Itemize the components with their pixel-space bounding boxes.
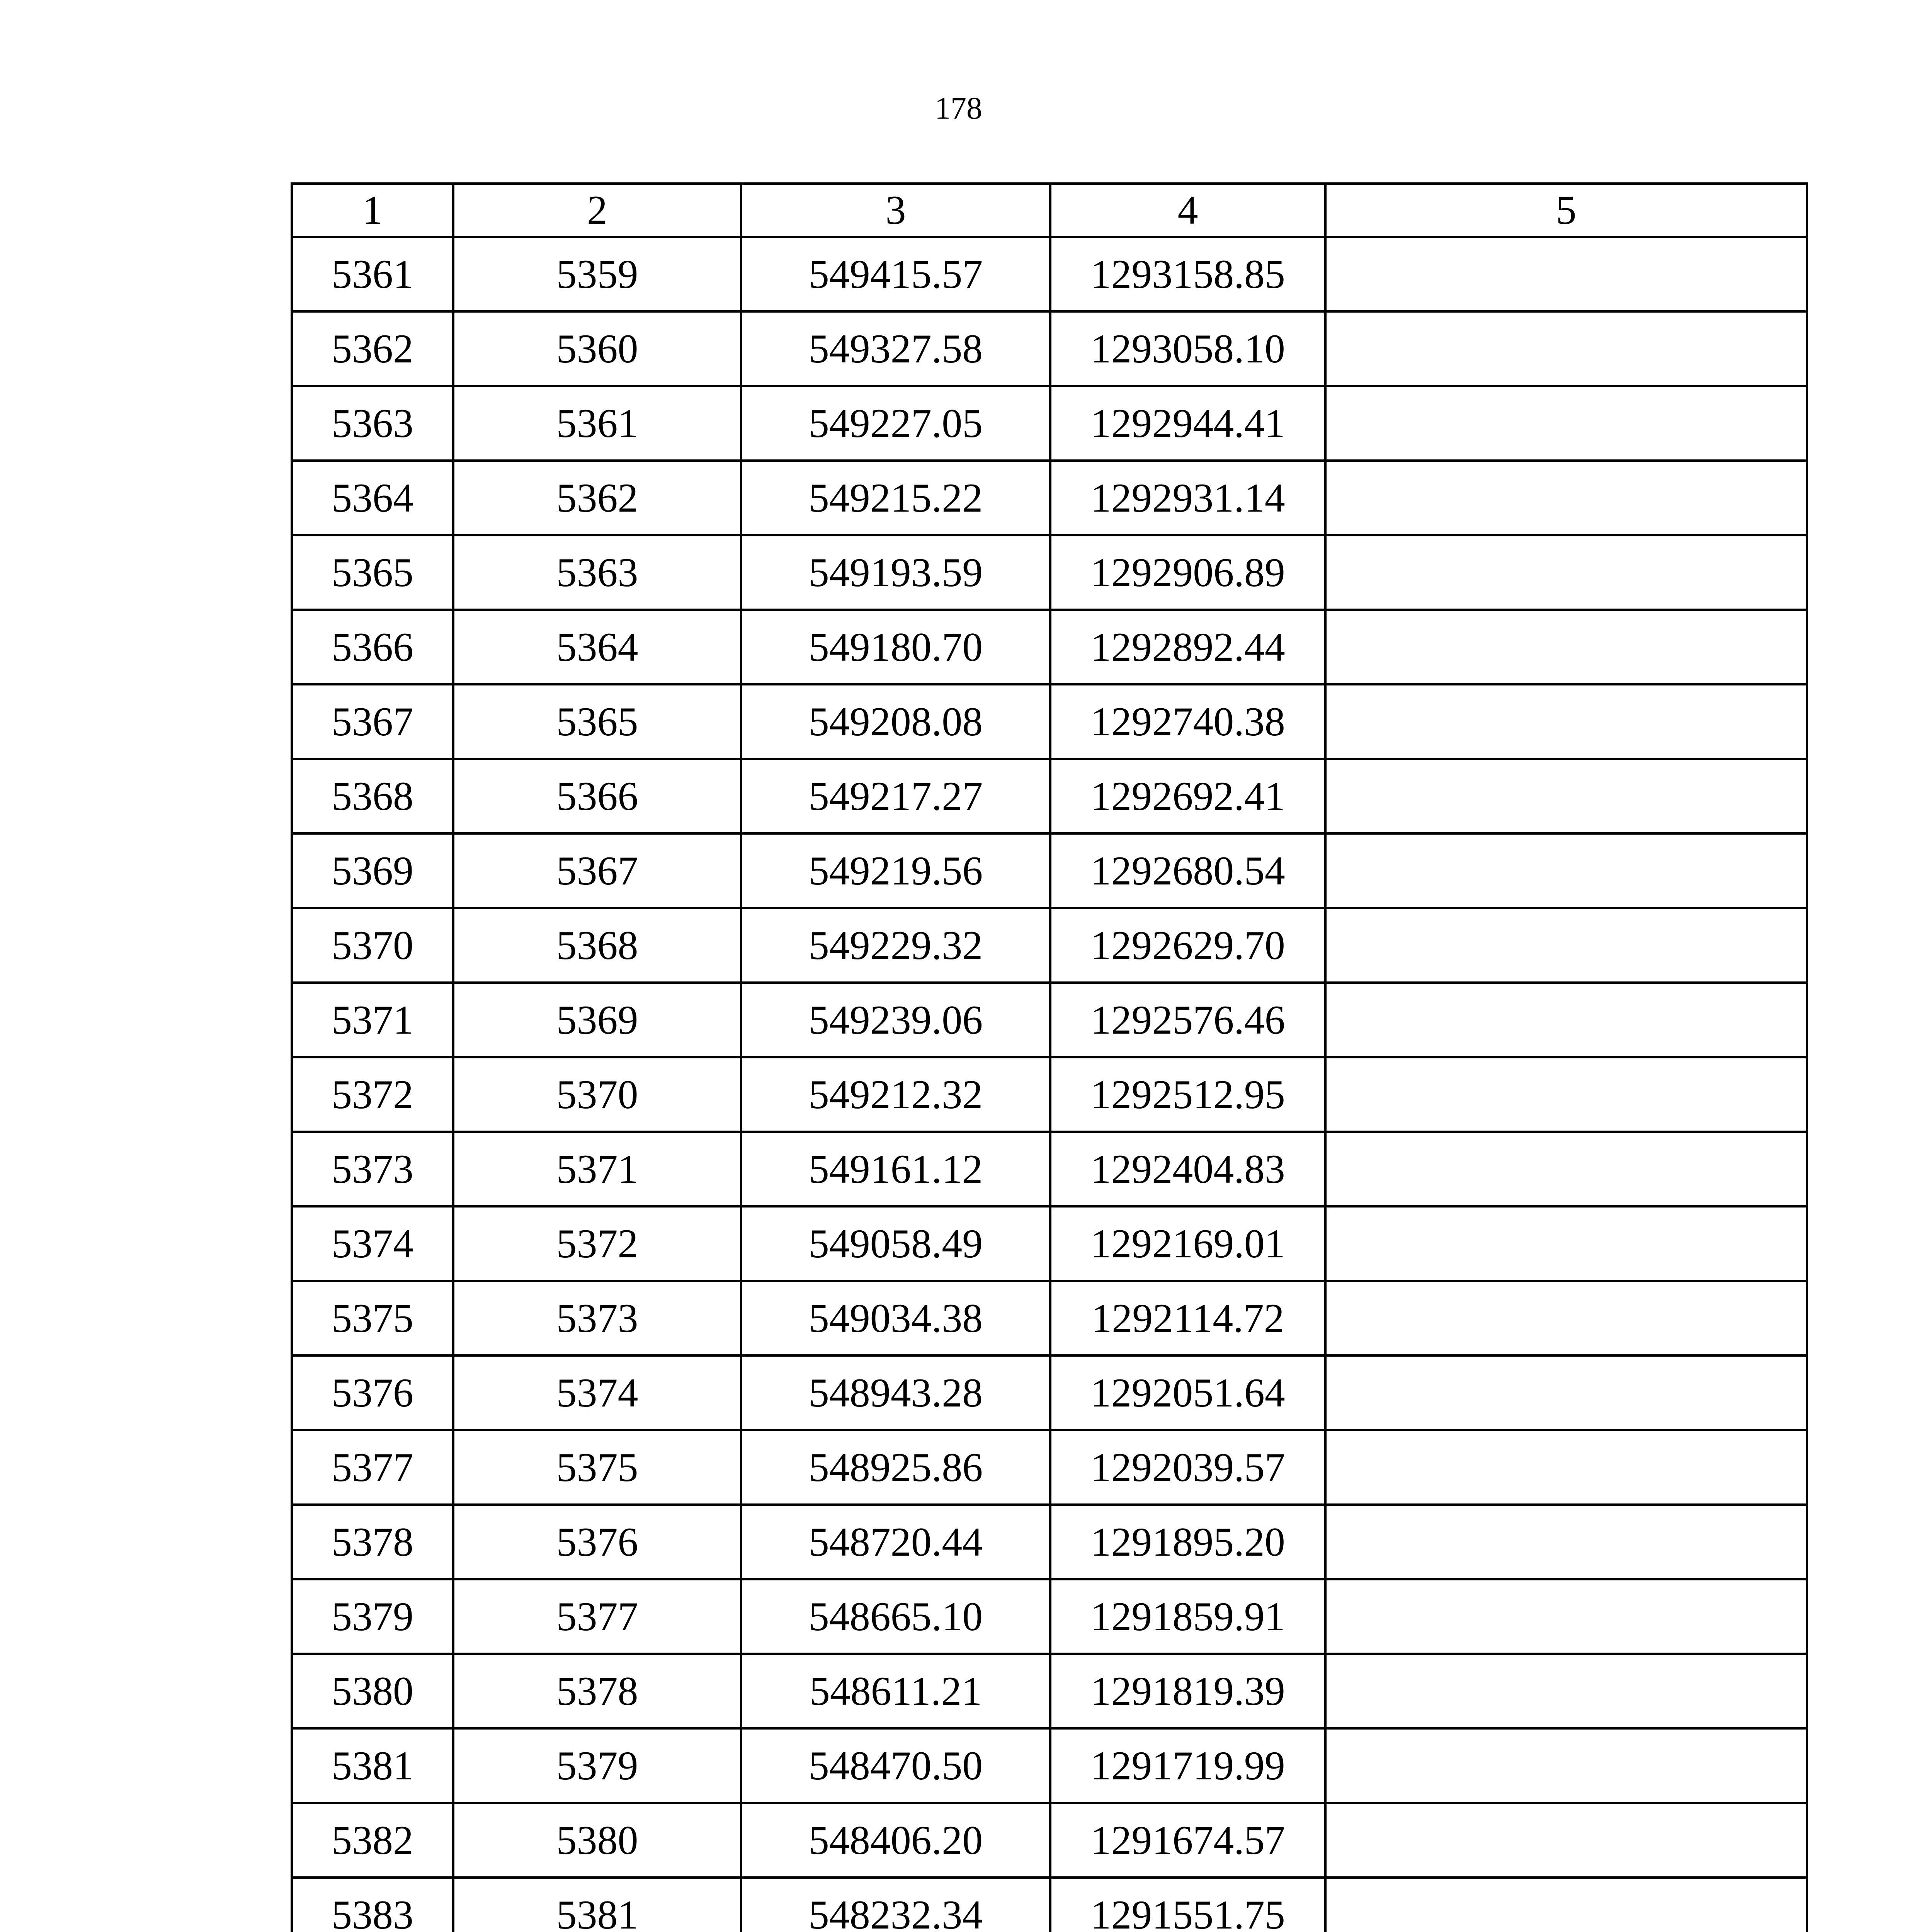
cell-ref-number: 5366	[453, 759, 741, 833]
cell-point-number: 5362	[292, 311, 453, 386]
cell-coordinate-x: 549208.08	[741, 684, 1050, 759]
cell-point-number: 5380	[292, 1654, 453, 1728]
table-row	[292, 684, 1807, 759]
cell-note	[1325, 461, 1807, 535]
coordinates-table	[291, 182, 1808, 1932]
cell-coordinate-x: 549217.27	[741, 759, 1050, 833]
cell-coordinate-x: 549058.49	[741, 1206, 1050, 1281]
cell-coordinate-x: 549415.57	[741, 237, 1050, 311]
cell-coordinate-y: 1293158.85	[1050, 237, 1325, 311]
cell-note	[1325, 386, 1807, 461]
table-row	[292, 1132, 1807, 1206]
cell-ref-number: 5378	[453, 1654, 741, 1728]
cell-ref-number: 5375	[453, 1430, 741, 1505]
cell-note	[1325, 833, 1807, 908]
cell-coordinate-y: 1292692.41	[1050, 759, 1325, 833]
cell-coordinate-y: 1291859.91	[1050, 1579, 1325, 1654]
cell-coordinate-x: 549034.38	[741, 1281, 1050, 1355]
cell-coordinate-y: 1292404.83	[1050, 1132, 1325, 1206]
cell-note	[1325, 983, 1807, 1057]
header-row	[292, 184, 1807, 237]
cell-coordinate-y: 1292114.72	[1050, 1281, 1325, 1355]
cell-coordinate-y: 1291819.39	[1050, 1654, 1325, 1728]
table-row	[292, 1281, 1807, 1355]
table-row	[292, 1206, 1807, 1281]
cell-ref-number: 5373	[453, 1281, 741, 1355]
column-header: 4	[1050, 184, 1325, 237]
cell-coordinate-x: 548925.86	[741, 1430, 1050, 1505]
cell-point-number: 5372	[292, 1057, 453, 1132]
column-header: 3	[741, 184, 1050, 237]
cell-coordinate-x: 549193.59	[741, 535, 1050, 610]
cell-coordinate-x: 548720.44	[741, 1505, 1050, 1579]
cell-ref-number: 5376	[453, 1505, 741, 1579]
table-row	[292, 1057, 1807, 1132]
cell-coordinate-y: 1291719.99	[1050, 1728, 1325, 1803]
table-row	[292, 1355, 1807, 1430]
cell-coordinate-x: 549239.06	[741, 983, 1050, 1057]
cell-note	[1325, 684, 1807, 759]
cell-note	[1325, 1057, 1807, 1132]
table-row	[292, 908, 1807, 983]
cell-note	[1325, 237, 1807, 311]
cell-note	[1325, 908, 1807, 983]
table-row	[292, 1728, 1807, 1803]
table-row	[292, 535, 1807, 610]
table-header	[292, 184, 1807, 237]
cell-ref-number: 5374	[453, 1355, 741, 1430]
cell-coordinate-y: 1292039.57	[1050, 1430, 1325, 1505]
cell-note	[1325, 1281, 1807, 1355]
cell-point-number: 5377	[292, 1430, 453, 1505]
table-row	[292, 237, 1807, 311]
cell-coordinate-y: 1292629.70	[1050, 908, 1325, 983]
table-row	[292, 759, 1807, 833]
table-row	[292, 311, 1807, 386]
cell-coordinate-x: 549219.56	[741, 833, 1050, 908]
cell-ref-number: 5367	[453, 833, 741, 908]
cell-note	[1325, 311, 1807, 386]
cell-note	[1325, 1803, 1807, 1878]
cell-point-number: 5378	[292, 1505, 453, 1579]
cell-ref-number: 5363	[453, 535, 741, 610]
cell-coordinate-y: 1291895.20	[1050, 1505, 1325, 1579]
cell-note	[1325, 535, 1807, 610]
column-header: 2	[453, 184, 741, 237]
table-row	[292, 1654, 1807, 1728]
cell-ref-number: 5372	[453, 1206, 741, 1281]
cell-coordinate-x: 549327.58	[741, 311, 1050, 386]
table-row	[292, 983, 1807, 1057]
cell-note	[1325, 759, 1807, 833]
cell-point-number: 5369	[292, 833, 453, 908]
table-row	[292, 1878, 1807, 1932]
cell-coordinate-y: 1292680.54	[1050, 833, 1325, 908]
cell-note	[1325, 610, 1807, 684]
cell-coordinate-x: 549229.32	[741, 908, 1050, 983]
cell-ref-number: 5360	[453, 311, 741, 386]
cell-coordinate-y: 1292892.44	[1050, 610, 1325, 684]
table-row	[292, 833, 1807, 908]
cell-point-number: 5376	[292, 1355, 453, 1430]
table-row	[292, 1803, 1807, 1878]
cell-coordinate-x: 549180.70	[741, 610, 1050, 684]
cell-point-number: 5361	[292, 237, 453, 311]
cell-coordinate-x: 548611.21	[741, 1654, 1050, 1728]
cell-note	[1325, 1132, 1807, 1206]
cell-coordinate-y: 1291551.75	[1050, 1878, 1325, 1932]
cell-point-number: 5367	[292, 684, 453, 759]
cell-note	[1325, 1505, 1807, 1579]
cell-coordinate-x: 548943.28	[741, 1355, 1050, 1430]
table-body	[292, 237, 1807, 1932]
cell-coordinate-y: 1292512.95	[1050, 1057, 1325, 1132]
cell-coordinate-x: 548665.10	[741, 1579, 1050, 1654]
cell-ref-number: 5381	[453, 1878, 741, 1932]
cell-ref-number: 5369	[453, 983, 741, 1057]
cell-note	[1325, 1355, 1807, 1430]
cell-ref-number: 5359	[453, 237, 741, 311]
cell-coordinate-y: 1292169.01	[1050, 1206, 1325, 1281]
cell-ref-number: 5361	[453, 386, 741, 461]
cell-ref-number: 5371	[453, 1132, 741, 1206]
cell-point-number: 5370	[292, 908, 453, 983]
cell-note	[1325, 1654, 1807, 1728]
cell-coordinate-x: 549212.32	[741, 1057, 1050, 1132]
table-row	[292, 610, 1807, 684]
cell-coordinate-y: 1292051.64	[1050, 1355, 1325, 1430]
page-number: 178	[935, 90, 982, 126]
cell-note	[1325, 1878, 1807, 1932]
cell-note	[1325, 1430, 1807, 1505]
cell-note	[1325, 1206, 1807, 1281]
cell-coordinate-y: 1292740.38	[1050, 684, 1325, 759]
cell-ref-number: 5364	[453, 610, 741, 684]
table-row	[292, 1579, 1807, 1654]
cell-ref-number: 5380	[453, 1803, 741, 1878]
cell-ref-number: 5365	[453, 684, 741, 759]
cell-ref-number: 5370	[453, 1057, 741, 1132]
cell-note	[1325, 1728, 1807, 1803]
cell-point-number: 5365	[292, 535, 453, 610]
cell-point-number: 5381	[292, 1728, 453, 1803]
cell-coordinate-y: 1292944.41	[1050, 386, 1325, 461]
column-header: 1	[292, 184, 453, 237]
cell-point-number: 5373	[292, 1132, 453, 1206]
cell-coordinate-y: 1292906.89	[1050, 535, 1325, 610]
table-row	[292, 386, 1807, 461]
cell-ref-number: 5379	[453, 1728, 741, 1803]
cell-point-number: 5375	[292, 1281, 453, 1355]
cell-point-number: 5364	[292, 461, 453, 535]
cell-coordinate-x: 548232.34	[741, 1878, 1050, 1932]
cell-coordinate-y: 1293058.10	[1050, 311, 1325, 386]
cell-coordinate-x: 548470.50	[741, 1728, 1050, 1803]
cell-point-number: 5363	[292, 386, 453, 461]
column-header: 5	[1325, 184, 1807, 237]
table-row	[292, 461, 1807, 535]
cell-coordinate-x: 549227.05	[741, 386, 1050, 461]
table-row	[292, 1505, 1807, 1579]
cell-coordinate-x: 549215.22	[741, 461, 1050, 535]
cell-coordinate-x: 549161.12	[741, 1132, 1050, 1206]
cell-point-number: 5382	[292, 1803, 453, 1878]
cell-point-number: 5368	[292, 759, 453, 833]
cell-point-number: 5371	[292, 983, 453, 1057]
cell-note	[1325, 1579, 1807, 1654]
cell-ref-number: 5368	[453, 908, 741, 983]
cell-coordinate-y: 1292931.14	[1050, 461, 1325, 535]
cell-point-number: 5374	[292, 1206, 453, 1281]
cell-point-number: 5379	[292, 1579, 453, 1654]
table-row	[292, 1430, 1807, 1505]
cell-ref-number: 5377	[453, 1579, 741, 1654]
cell-coordinate-y: 1292576.46	[1050, 983, 1325, 1057]
cell-coordinate-x: 548406.20	[741, 1803, 1050, 1878]
cell-point-number: 5366	[292, 610, 453, 684]
cell-point-number: 5383	[292, 1878, 453, 1932]
cell-ref-number: 5362	[453, 461, 741, 535]
cell-coordinate-y: 1291674.57	[1050, 1803, 1325, 1878]
